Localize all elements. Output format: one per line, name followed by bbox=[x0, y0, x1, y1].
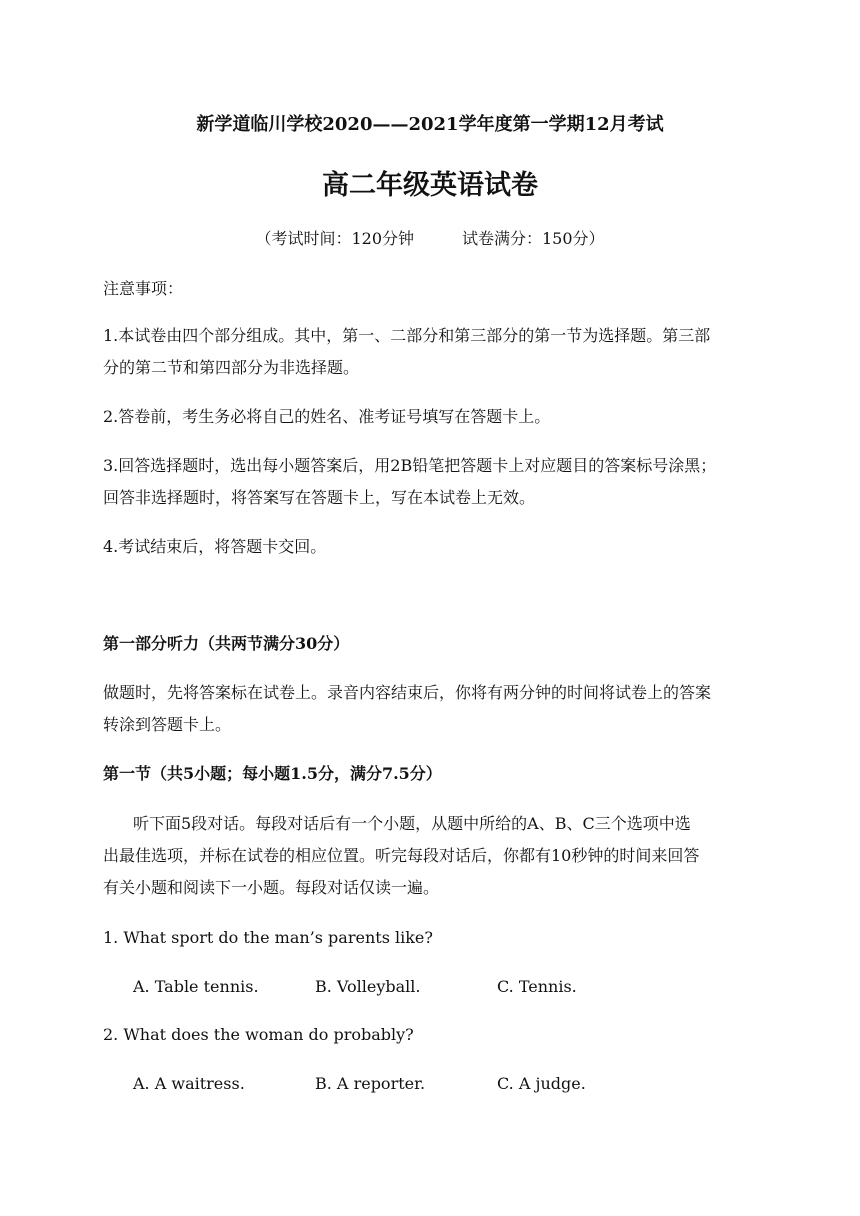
notice-heading: 注意事项： bbox=[103, 279, 184, 298]
section1-instructions-line-1: 听下面5段对话。每段对话后有一个小题，从题中所给的A、B、C三个选项中选 bbox=[133, 814, 691, 833]
section1-instructions-line-2: 出最佳选项，并标在试卷的相应位置。听完每段对话后，你都有10秒钟的时间来回答 bbox=[103, 846, 700, 865]
question-2-option-b: B. A reporter. bbox=[315, 1074, 426, 1093]
full-score: 试卷满分：150分） bbox=[462, 229, 605, 248]
notice-item-3-line-1: 3.回答选择题时，选出每小题答案后，用2B铅笔把答题卡上对应题目的答案标号涂黑； bbox=[103, 456, 717, 475]
question-1-option-c: C. Tennis. bbox=[497, 977, 577, 996]
part1-heading: 第一部分听力（共两节满分30分） bbox=[103, 634, 350, 653]
school-line: 新学道临川学校2020——2021学年度第一学期12月考试 bbox=[196, 114, 664, 135]
notice-item-1-line-1: 1.本试卷由四个部分组成。其中，第一、二部分和第三部分的第一节为选择题。第三部 bbox=[103, 326, 711, 345]
question-2-option-a: A. A waitress. bbox=[133, 1074, 245, 1093]
part1-intro-line-2: 转涂到答题卡上。 bbox=[103, 715, 232, 734]
question-2-text: 2. What does the woman do probably? bbox=[103, 1025, 414, 1044]
notice-item-4: 4.考试结束后，将答题卡交回。 bbox=[103, 537, 327, 556]
notice-item-2: 2.答卷前，考生务必将自己的姓名、准考证号填写在答题卡上。 bbox=[103, 407, 551, 426]
question-1-option-a: A. Table tennis. bbox=[133, 977, 259, 996]
exam-title: 高二年级英语试卷 bbox=[322, 170, 538, 201]
notice-item-1-line-2: 分的第二节和第四部分为非选择题。 bbox=[103, 358, 360, 377]
section1-instructions-line-3: 有关小题和阅读下一小题。每段对话仅读一遍。 bbox=[103, 878, 440, 897]
notice-item-3-line-2: 回答非选择题时，将答案写在答题卡上，写在本试卷上无效。 bbox=[103, 488, 536, 507]
section1-heading: 第一节（共5小题；每小题1.5分，满分7.5分） bbox=[103, 764, 442, 783]
exam-info bbox=[0, 228, 860, 250]
question-2-option-c: C. A judge. bbox=[497, 1074, 586, 1093]
exam-time: （考试时间：120分钟 bbox=[255, 229, 414, 248]
question-1-text: 1. What sport do the man’s parents like? bbox=[103, 928, 433, 947]
question-1-option-b: B. Volleyball. bbox=[315, 977, 421, 996]
part1-intro-line-1: 做题时，先将答案标在试卷上。录音内容结束后，你将有两分钟的时间将试卷上的答案 bbox=[103, 683, 712, 702]
